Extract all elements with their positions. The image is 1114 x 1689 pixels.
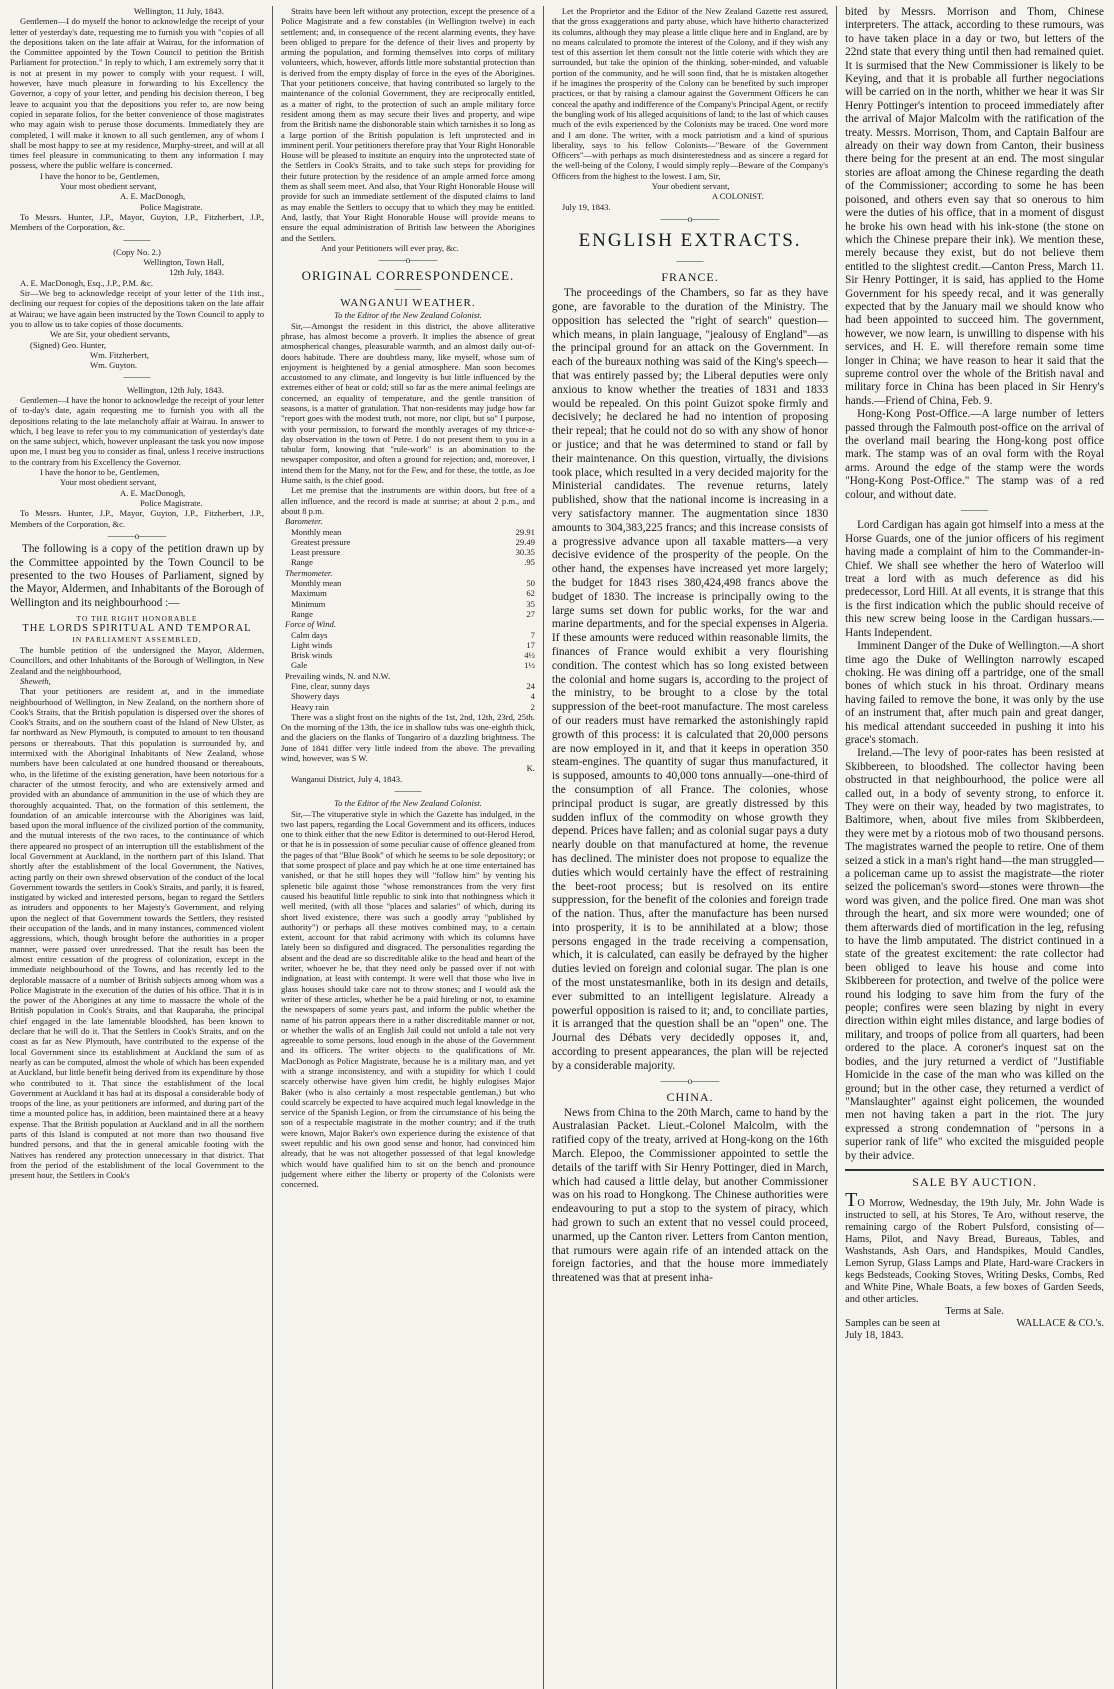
ireland: Ireland.—The levy of poor-rates has been resisted at Skibbereen, to bloodshed. The collector having been obstructed in that neighbourhood, the police were all called out, in a body of seventy strong, to enforce it. They were on their way, headed by two magistrates, to Baltimore, when, about five miles from Skibberdeen, they were met by a riotous mob of two thousand persons. The magistrates warned the people to retire. One of them seized a stick in a man's right hand—the man struggled—a policeman came up to assist the magistrate—the rioter seized the policeman's sword—stones were thrown—the word was given, and the police fired. One man was shot through the heart, and six more were wounded; one of them afterwards died of mortification in the leg, refusing to have the limb amputated. The district continued in a state of the greatest excitement: the rate collector had been obliged to leave his house and come into Skibbereen for protection, and twelve of the police were round his lodging to save him from the fury of the people; confires were seen blazing by night in every direction within eight miles distance, and large bodies of military, and troops of police from all quarters, had been ordered to the place. A coroner's inquest sat on the bodies, and the jury returned a verdict of "Justifiable Homicide in the case of the man who was killed on the ground; but in the other case, they returned a verdict of "Manslaughter" against eight policemen, the wounded men not having taken a part in the riot. The jury expressed a strong condemnation of "persons in a superior rank of life" who excited the misguided people by their advice. (845, 747, 1104, 1162)
separator: ——— (123, 234, 151, 245)
weather-row (281, 630, 535, 640)
wanganui-body: There was a slight frost on the nights of the 1st, 2nd, 12th, 23rd, 25th. On the morning of the 13th, the ice in shallow tubs was one-eighth thick, and the glaciers on the flanks of Tongariro of a dazzling brightness. The June of 1841 differ very little indeed from the above. The prevailing wind, however, was S W. (280, 711, 535, 764)
petition-body: That your petitioners are resident at, and in the immediate neighbourhood of Wellington, in New Zealand, on the northern shore of Cook's Straits, that the British population is dispersed over the shores of Cook's Straits, and on the southern coast of the Island of New Ulster, as far northward as New Plymouth, is computed to amount to ten thousand persons or thereabouts. That this population is surrounded by, and intermixed with the Aboriginal Inhabitants of New Zealand, whose numbers have been calculated at one hundred thousand or thereabouts, who, in the lifetime of the existing generation, have been notorious for a character of the utmost ferocity, and who are extensively armed and provided with an abundance of ammunition in the use of which they are thoroughly acquainted. That, on the formation of this settlement, the foundation of an amicable intercourse with the Aborigines was laid, based upon the moral influence of the civilized portion of the community, and the mutual interests of the two races, to the continuance of which there appeared no prospect of an interruption till the establishment of the local Government at Auckland, in the northern part of this Island. That shortly after the establishment of the local Government, the Natives, acting partly on their own shrewd observation of the conduct of the local Government towards the settlers in Cook's Straits, and partly, it is feared, instigated by wicked and interested persons, began to regard the Settlers as intruders and opponents to her Majesty's Government, and relying upon the neglect of that Government towards the Settlers, they resisted their occupation of the lands, and in many instances, commenced violent aggressions, which, though brought before the authorities in a proper manner, were passed over unredressed. That the result has been the almost entire cessation of the progress of colonization, except in the immediate neighbourhood of the Towns, and has recently led to the deplorable massacre of a number of British subjects among whom was a Police Magistrate in the execution of the duties of his office. That it is in the power of the Aborigines at any time to massacre the whole of the British population in Cook's Straits, and that Rauparaha, the principal chief engaged in the late lamentable bloodshed, has been known to declare that he will do it. That the Settlers in Cook's Straits, and on the coast as far as New Plymouth, have contributed to the expense of the local Government since its establishment at Auckland the sum of as nearly as can be computed, almost the whole of which has been expended at Auckland, but little benefit being derived from its expenditure by those who contributed to it. That since the establishment of the local Government at Auckland it has had at its disposal a considerable body of troops of the line, as your petitioners are informed, and during part of the time a mounted police has, in addition, been maintained there at a heavy expense. That the British population at Auckland and in all the northern parts of this Island is computed at not more than two thousand five hundred persons, and that the in general amicable footing with the Natives has rendered any protection unnecessary in that district. That from the period of the establishment of the local Government to the present hour, the Settlers in Cook's (10, 686, 264, 1181)
lord-cardigan: Lord Cardigan has again got himself into a mess at the Horse Guards, one of the junior officers of his regiment having made a complaint of him to the Commander-in-Chief. We shall see whether the hero of Waterloo will treat a lord with as much deference as did his predecessor, Lord Hill. At all events, it is strange that this is the first indication which the public should receive of this new screw being loose in the Cardigan hussars.—Hants Independent. (845, 519, 1104, 639)
copy-signature: (Signed) Geo. Hunter, (30, 339, 107, 350)
copy-date: 12th July, 1843. (169, 267, 224, 278)
column-2 (281, 6, 535, 1689)
letter1-close: Your most obedient servant, (60, 181, 157, 192)
weather-value: 2 (530, 701, 535, 712)
colonist-signature: A COLONIST. (711, 191, 764, 202)
weather-label: Range (290, 608, 313, 619)
separator: ——— (676, 256, 704, 267)
wanganui-date: Wanganui District, July 4, 1843. (290, 773, 403, 784)
weather-label: Minimum (290, 598, 326, 609)
letter2-close: I have the honor to be, Gentlemen, (40, 467, 160, 478)
copy-number: (Copy No. 2.) (113, 246, 161, 257)
letter1-signature: A. E. MacDonogh, (120, 191, 186, 202)
column-3 (552, 6, 828, 1689)
weather-table (281, 516, 535, 712)
letter1-close: I have the honor to be, Gentlemen, (40, 170, 160, 181)
column-rule (272, 6, 273, 1689)
separator: ——— (961, 505, 989, 516)
weather-value: 35 (526, 598, 535, 609)
barometer-heading: Barometer. (284, 516, 323, 527)
hongkong-post-office: Hong-Kong Post-Office.—A large number of letters passed through the Falmouth post-office on the arrival of the overland mail bearing the Hong-kong post office mark. The stamp was of an oval form with the Royal arms. Around the edge of the stamp were the words "Hong-Kong Post-Office." The stamp was of a red colour, and without date. (845, 408, 1104, 501)
letter1-body: Gentlemen—I do myself the honor to acknowledge the receipt of your letter of yesterday's date, requesting me to furnish you with "copies of all the depositions taken on the late affair at Wairau, for the information of the Committee appointed by the Town Council to petition the British Parliament for protection." In reply to which, I am extremely sorry that it is not at present in my power to comply with your request. I will, however, have much pleasure in forwarding to his Excellency the Governor, a copy of your letter, and pending his decision thereon, I beg leave to acquaint you that the depositions you refer to, are now being copied in separate folios, for the better convenience of those magistrates who may again wish to peruse those documents. Immediately they are completed, I will make it known to all such gentlemen, any of whom I shall be most happy to see at my residence, Murphy-street, and will at all times feel pleasure in communicating to them any information I may possess, where the public welfare is concerned. (10, 16, 264, 171)
weather-label: Light winds (290, 639, 333, 650)
weather-row (281, 557, 535, 567)
separator: ———o——— (660, 1075, 720, 1086)
weather-row (281, 660, 535, 670)
auction-samples: Samples can be seen at (845, 1317, 941, 1329)
copy-address: A. E. MacDonogh, Esq., J.P., P.M. &c. (20, 277, 153, 288)
petition-sheweth: Sheweth, (20, 675, 51, 686)
weather-label: Gale (290, 660, 308, 671)
petition-lords: THE LORDS SPIRITUAL AND TEMPORAL (22, 623, 252, 635)
weather-row (281, 681, 535, 691)
weather-row (281, 702, 535, 712)
colonist-close: Your obedient servant, (651, 181, 730, 192)
wanganui-to-editor: To the Editor of the New Zealand Colonist. (334, 310, 482, 321)
france-body: The proceedings of the Chambers, so far as they have gone, are favorable to the duration of the Ministry. The opposition has selected the "right of search" question—which means, in plain language, "jealousy of England"—as the principal ground for an attack on the Government. In each of the bureaux nothing was said of the King's speech—that was entirely passed by; the Liberal deputies were only anxious to know whether the treaties of 1831 and 1833 would be repealed. On this point Guizot spoke firmly and decisively; he declared he had no intention of proposing their repeal; that he could not do so with any show of honor or justice; and that he was determined to stand or fall by their maintenance. On this question, virtually, the divisions took place, which resulted in a very decided majority for the Ministerial candidates. The revenue returns, lately published, show that the national income is increasing in a very satisfactory manner. The augmentation since 1830 amounts to 304,383,225 francs; and this increase consists of a progressive advance upon all taxable matters—a very decisive evidence of the prosperity of the people. On the other hand, the expenses have increased yet more largely; the budget for 1843 rises 380,424,498 francs above the budget of 1830. The increase is principally owing to the large sums set down for public works, for the war and marine departments, and for the special expenses in Algeria. If these amounts were reduced within reasonable limits, the finances of France would exhibit a very flourishing condition. The contest which has so long existed between the colonial and home sugars is, according to the project of the ministry, to be brought to a close by the total suppression of the beet-root manufacture. The most careless of our readers must have remarked the astonishingly rapid growth of this process: it is calculated that 20,000 persons are now employed in it, and that it keeps in operation 350 steam-engines. The quantity of sugar thus manufactured, it is supposed, amounts to 40,000 tons annually—one-third of the consumption of all France. The colonies, whose principal product is sugar, are greatly distressed by this sudden influx of the commodity on whose growth they depend. Prices have fallen; and as colonial sugar pays a duty nearly double on that manufactured at home, the revenue has declined. The minister does not propose to equalize the duties which would certainly have the effect of restraining the beet-root process; but is resolved on its entire suppression, for the benefit of the colonies and foreign trade of the nation. Thus, after the manufacture has been nursed into prosperity, it is to be annihilated at a blow; those persons engaged in the trade receiving a compensation, which, it is calculated, can easily be defrayed by the higher duties levied on foreign and colonial sugar. The plan is one of the most unstatesmanlike, both in its design and details, ever submitted to an intelligent legislature. Already a powerful opposition is raised to it; and, to conciliate parties, it is arranged that the question shall be an "open" one. The Journal des Débats very decidedly opposes it, and, according to present appearances, the plan will be rejected by a considerable majority. (551, 287, 829, 1072)
auction-agent: WALLACE & CO.'s. (1016, 1317, 1104, 1329)
weather-value: .95 (524, 557, 535, 568)
auction-notice (845, 1188, 1104, 1342)
weather-row (281, 599, 535, 609)
thermometer-heading: Thermometer. (284, 567, 333, 578)
weather-row (281, 640, 535, 650)
weather-row (281, 527, 535, 537)
copy-place: Wellington, Town Hall, (143, 257, 224, 268)
wanganui-body: Sir,—Amongst the resident in this district, the above alliterative phrase, has almost become a proverb. It implies the absence of great atmospherical changes, pleasurable warmth, and an almost daily out-of-doors habitude. There are doubtless many, like myself, whose sum of enjoyment is heightened by a genial atmosphere. Man soon becomes accustomed to any climate, and longevity is but little influenced by the extremes either of heat or cold; still so far as the mere animal feelings are concerned, an equality of temperature, and the gentle transition of seasons, is a matter of gratulation. That non-residents may judge how far "report goes with the modest truth, not more, nor clipt, but so" I purpose, with your permission, to forward the monthly averages of my thrice-a-day observation in the town of Petre. I do not present them to you in a tabular form, knowing that "rule-work" is an abomination to the newspaper compositor, and often a ground for rejection; and, moreover, I intend them for the Many, not for the Few, and for these, the tottle, as Joe Hume saith, is the chief good. (280, 320, 535, 486)
weather-value: 4 (530, 691, 535, 702)
letter2-signature: A. E. MacDonogh, (120, 487, 186, 498)
weather-row (281, 547, 535, 557)
duke-of-wellington: Imminent Danger of the Duke of Wellington.—A short time ago the Duke of Wellington narrowly escaped choking. He was dining off a partridge, one of the small bones of which stuck in his throat. Ordinary means having failed to remove the bone, it was only by the use of an instrument that, after much pain and great danger, his medical attendant succeeded in pushing it into his grace's stomach. (845, 640, 1104, 746)
letter2-body: Gentlemen—I have the honor to acknowledge the receipt of your letter of to-day's date, again requesting me to furnish you with all the depositions relating to the late melancholy affair at Wairau. In answer to which, I beg leave to refer you to my communication of yesterday's date on the same subject, which, however unpleasant the task you now impose upon me, I must beg you to consider as final, unless I receive instructions to the contrary from his Excellency the Governor. (10, 394, 264, 467)
china-body: News from China to the 20th March, came to hand by the Australasian Packet. Lieut.-Colonel Malcolm, with the ratified copy of the treaty, arrived at Hong-kong on the 16th March. Elepoo, the Commissioner appointed to settle the details of the tariff with Sir Henry Pottinger, died in March, which had caused a little delay, but another Commissioner was on his road to Hongkong. The Chinese authorities were endeavouring to put a stop to the system of piracy, which had grown to such an extent that no vessel could proceed, unarmed, up the Canton river. Letters from Canton mention, that rumours were again rife of an intended attack on the foreign factories, and that the house more immediately threatened was that at present inha- (551, 1106, 829, 1285)
weather-row (281, 588, 535, 598)
weather-value: 50 (526, 578, 535, 589)
column-rule (836, 6, 837, 1689)
france-heading: FRANCE. (661, 270, 719, 285)
weather-value: 1½ (524, 660, 535, 671)
petition-intro: The following is a copy of the petition drawn up by the Committee appointed by the Town Council to be presented to the two Houses of Parliament, signed by the Mayor, Aldermen, and Inhabitants of the Borough of Wellington and its neighbourhood :— (10, 543, 264, 609)
english-extracts-heading: ENGLISH EXTRACTS. (578, 230, 802, 252)
weather-label: Fine, clear, sunny days (290, 681, 370, 691)
copy-close: We are Sir, your obedient servants, (50, 329, 170, 340)
weather-value: 62 (526, 588, 535, 599)
copy-body: Sir—We beg to acknowledge receipt of your letter of the 11th inst., declining our request for copies of the depositions taken on the late affair at Wairau; we have again been instructed by the Town Council to apply to you to allow us to take copies of those documents. (10, 288, 264, 329)
separator: ———o——— (660, 213, 720, 224)
weather-row (281, 650, 535, 660)
wanganui-weather-heading: WANGANUI WEATHER. (340, 297, 476, 310)
colonist-letter-body: Let the Proprietor and the Editor of the New Zealand Gazette rest assured, that the gross exaggerations and party abuse, which have hitherto characterized its columns, although they may please a little clique here and in England, are by no means calculated to promote the interest of the Colony, and if they wish any test of this assertion let them consult not the little coterie with which they are surrounded, but take the opinion of the thinking, sober-minded, and valuable portion of the community, and he will soon find, that he is mistaken altogether if he imagines the prosperity of the Colony can be benefited by such improper practices, or that by raising a clamour against the Government Officers he can conceal the apathy and indifference of the Company's Principal Agent, or rectify the bungling work of his alleged acquisitions of land; to the last of which causes much of the evils experienced by the Colonists may be traced. One word more and I am done. The writer, with a mock patriotism and a kind of spurious liberality, says to his fellow Colonists—"Beware of the Government Officers"—with perhaps as much disinterestedness and as sincere a regard for the well-being of the Colony, I would simply reply—Beware of the Company's Officers from the highest to the lowest. I am, Sir, (551, 6, 829, 181)
letter2-recipients: To Messrs. Hunter, J.P., Mayor, Guyton, J.P., Fitzherbert, J.P., Members of the Corporation, &c. (10, 508, 264, 529)
letter1-recipients: To Messrs. Hunter, J.P., Mayor, Guyton, J.P., Fitzherbert, J.P., Members of the Corporation, &c. (10, 211, 264, 233)
china-heading: CHINA. (666, 1089, 714, 1104)
auction-body: O Morrow, Wednesday, the 19th July, Mr. John Wade is instructed to sell, at his Stores, Te Aro, without reserve, the remaining cargo of the Robert Pulsford, consisting of— Hams, Pilot, and Navy Bread, Bureaus, Tables, and Washstands, Ash Oars, and Handspikes, Mould Candles, Lemon Syrup, Glass Lamps and Plate, Hard-ware Crackers in kegs Bedsteads, Cooking Stoves, Writing Desks, Combs, Red and White Pine, Whale Boats, a few boxes of Garden Seeds, and other articles. (845, 1197, 1104, 1305)
column-rule (543, 6, 544, 1689)
prevailing-winds: Prevailing winds, N. and N.W. (284, 670, 391, 681)
weather-label: Maximum (290, 588, 327, 599)
weather-value: 7 (530, 629, 535, 640)
letter1-title: Police Magistrate. (140, 201, 203, 212)
weather-label: Monthly mean (290, 526, 342, 537)
rule (845, 1169, 1104, 1171)
sale-by-auction-heading: SALE BY AUCTION. (912, 1174, 1037, 1189)
auction-terms: Terms at Sale. (945, 1305, 1004, 1317)
letter2-date: Wellington, 12th July, 1843. (126, 384, 224, 395)
weather-row (281, 691, 535, 701)
weather-label: Heavy rain (290, 701, 329, 712)
letter-to-editor: To the Editor of the New Zealand Colonist. (334, 798, 482, 809)
weather-label: Least pressure (290, 547, 341, 558)
wanganui-body: Let me premise that the instruments are within doors, but free of a allen influence, and the record is made at sunrise; at about 2 p.m., and about 8 p.m. (280, 485, 535, 516)
drop-cap: T (845, 1188, 858, 1211)
separator: ———o——— (378, 255, 438, 266)
separator: ——— (394, 283, 422, 294)
column-1 (10, 6, 264, 1689)
letter-body: Sir,—The vituperative style in which the Gazette has indulged, in the two last papers, regarding the Local Government and its officers, induces one to think either that the new Editor is determined to out-Herod Herod, or that he is in possession of some peculiar cause of offence gleaned from the pages of that "Blue Book" of which he seems to be sole depository; or that some prospect of place and pay which he at one time entertained has vanished, or that he still hopes they will "follow him" by venting his splenetic bile against those "whose remonstrances from the very first caused his beautiful little republic to sink into that nothingness which it well merited, (with all those "places and salaries" of which, during its short lived existence, there was such a goodly array "published by authority") or perhaps all these motives combined may, to a certain extent, account for that rabid acrimony with which its columns have lately been so disfigured and disgraced. The personalities regarding the absent and the dead are so discreditable alike to the head and heart of the writer, whoever he be, that they need only be passed over if not with indignation, at least with contempt. It were well that those who live in glass houses should take care not to throw stones; and I would ask the writer of these articles, whether he be a paid hireling or not, to examine the newspapers of some years past, and inform the public whether the name of his patron appears there in a rather discreditable manner or not, or whether the walls of an English Jail could not unfold a tale not very agreeable to some persons, loud enough in the abuse of the Government and its officers. The writer objects to the qualifications of Mr. MacDonogh as Police Magistrate, because he is a military man, and yet with a strange inconsistency, and with a stupidity for which I could scarcely otherwise have given him credit, he highly eulogises Major Baker (who is also certainly a most respectable gentleman,) but who could scarcely be expected to have acquired much legal knowledge in the service of the Spanish Legion, or from the circumstance of his being the son of a respectable magistrate in the mother country; and if the truth were known, Major Baker's own experience during the existence of that sweet republic and his own good sense and honor, had convinced him already, that he was not altogether possessed of that legal knowledge which would have qualified him to sit on the bench and pronounce judgement where either the liberty or property of the Colonists were concerned. (280, 808, 535, 1190)
weather-value: 30.35 (515, 547, 535, 558)
separator: ———o——— (107, 530, 167, 541)
separator: ——— (123, 372, 151, 383)
weather-value: 4½ (524, 650, 535, 661)
weather-value: 29.91 (515, 526, 535, 537)
petition-pray: And your Petitioners will ever pray, &c. (320, 242, 459, 253)
weather-row (281, 537, 535, 547)
weather-value: 17 (526, 639, 535, 650)
petition-intro-block (10, 543, 264, 610)
weather-label: Brisk winds (290, 650, 333, 661)
weather-value: 29.49 (515, 536, 535, 547)
weather-value: 27 (526, 608, 535, 619)
original-correspondence-heading: ORIGINAL CORRESPONDENCE. (301, 268, 515, 284)
weather-label: Monthly mean (290, 578, 342, 589)
copy-signature: Wm. Guyton. (90, 360, 138, 371)
auction-date: July 18, 1843. (845, 1329, 904, 1341)
weather-label: Greatest pressure (290, 536, 351, 547)
column-4 (845, 6, 1104, 1689)
letter2-title: Police Magistrate. (140, 497, 203, 508)
petition-parliament: IN PARLIAMENT ASSEMBLED, (72, 634, 202, 644)
weather-label: Calm days (290, 629, 328, 640)
weather-label: Showery days (290, 691, 340, 702)
letter1-date: Wellington, 11 July, 1843. (133, 6, 224, 16)
weather-label: Range (290, 557, 313, 568)
copy-signature: Wm. Fitzherbert, (90, 349, 149, 360)
separator: ——— (394, 785, 422, 796)
colonist-date: July 19, 1843. (561, 201, 611, 212)
petition-humble: The humble petition of the undersigned the Mayor, Aldermen, Councillors, and other Inhabitants of the Borough of Wellington, in New Zealand and the neighbourhood, (10, 645, 264, 676)
petition-address-to: TO THE RIGHT HONORABLE (76, 614, 198, 624)
petition-continued: Straits have been left without any protection, except the presence of a Police Magistrate and a few constables (in Wellington twelve) in each settlement; and, in consequence of the recent alarming events, they have been obliged to prepare for the defence of their lives and property by arming the population, and forming themselves into corps of military volunteers, which, however, affords little more substantial protection than is derived from the empty display of force in the eyes of the Aborigines. That your petitioners conceive, that having contributed so largely to the maintenance of the colonial Government, they are reciprocally entitled, as a matter of right, to the protection of such an ample military force resident among them as may secure their lives and property, and wipe from the British name the dishonorable stain which tarnishes it so long as a large portion of the British population is left unprotected and in imminent peril. Your petitioners therefore pray that Your Right Honorable House will be pleased to institute an enquiry into the unprotected state of the Settlers in Cook's Straits, and to take such steps for providing for their future protection by the residence of an ample armed force among them as shall seem meet. And also, that Your Right Honorable House will provide for such an immediate settlement of the disputed claims to land as may enable the Settlers to occupy that to which they may be entitled. And, lastly, that Your Right Honorable House will provide means to ensure the equal administration of British law between the Aborigines and the Settlers. (280, 6, 535, 243)
weather-row (281, 578, 535, 588)
weather-value: 24 (526, 681, 535, 691)
weather-row (281, 609, 535, 619)
china-continued: bited by Messrs. Morrison and Thom, Chinese interpreters. The attack, according to these rumours, was to have taken place in a day or two, but letters of the 22nd state that every thing until then had remained quiet. It is surmised that the New Commissioner is likely to be Keying, and that it is probable all further negociations will be carried on in the north, whither we hear it was Sir Henry Pottinger's intention to proceed immediately after the arrival of Major Malcolm with the ratification of the treaty. Messrs. Morrison, Thom, and Captain Balfour are already on their way down from Canton, their business there being for the present at an end. The most singular stories are afloat among the Chinese regarding the death of the Commissioner; according to some he has been poisoned, and others even say that so onerous to him were the duties of his office, that in a moment of disgust he broke his own head with his ink-stone (the stone on which the Chinese prepare their ink). We mention these, merely because they exist, but do not believe them entitled to the slightest credit.—Canton Press, March 11. Sir Henry Pottinger, it is said, has applied to the Home Government for his speedy recal, and it was generally expected that by the January mail we should know who had been appointed to succeed him. The government, however, we now learn, is unwilling to dispense with his services, and H. E. will therefore remain some time longer in China; we have reason to hear it said that the supreme control over the whole of the British naval and military force in China has been placed in Sir Henry's hands.—Friend of China, Feb. 9. (845, 6, 1104, 407)
wind-heading: Force of Wind. (284, 619, 336, 630)
letter2-close: Your most obedient servant, (60, 477, 157, 488)
wanganui-signature: K. (526, 763, 535, 774)
